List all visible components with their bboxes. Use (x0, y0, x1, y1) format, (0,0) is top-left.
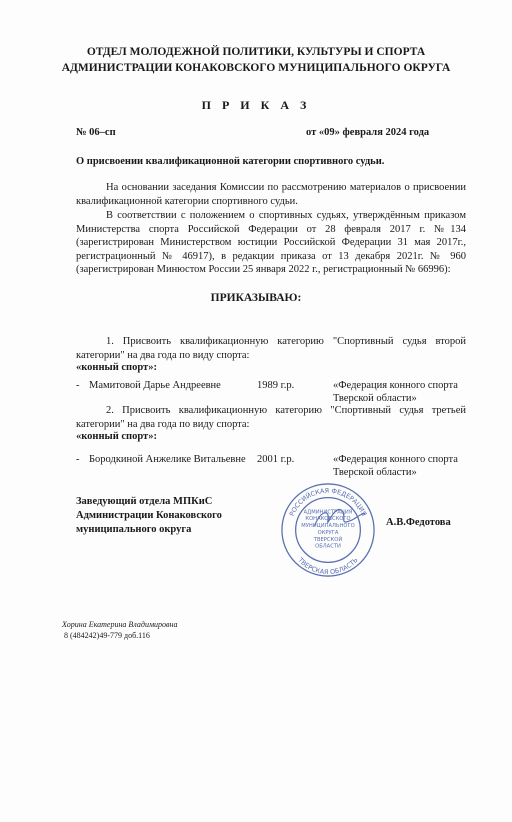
header-line-1: ОТДЕЛ МОЛОДЕЖНОЙ ПОЛИТИКИ, КУЛЬТУРЫ И СПОРТА (86, 46, 426, 58)
seal-center-line: АДМИНИСТРАЦИЯ (303, 509, 353, 516)
person-1-dash: - (76, 380, 80, 391)
seal-center-line: ОБЛАСТИ (315, 543, 341, 550)
person-1-year: 1989 г.р. (257, 380, 295, 391)
person-1-org-line-2: Тверской области» (333, 393, 417, 404)
official-seal (279, 481, 377, 579)
seal-outer-top-text: РОССИЙСКАЯ ФЕДЕРАЦИЯ (287, 486, 369, 518)
item-1: 1. Присвоить квалификационную категорию "Спортивный судья второй категории" на два года по виду спорта: (76, 336, 466, 361)
seal-center-line: ТВЕРСКОЙ (313, 536, 343, 543)
order-word: ПРИКАЗЫВАЮ: (210, 292, 302, 304)
person-1-name: Мамитовой Дарье Андреевне (89, 380, 221, 391)
person-1-org-line-1: «Федерация конного спорта (333, 380, 458, 391)
signer-position-line-2: Администрации Конаковского (76, 510, 222, 521)
executor-phone: 8 (484242)49-779 доб.116 (64, 631, 150, 640)
doc-subject: О присвоении квалификационной категории спортивного судьи. (76, 156, 385, 167)
paragraph-regulation: В соответствии с положением о спортивных судьях, утверждённым приказом Министерства спорта Российской Федерации от 28 февраля 2017 г. №134 (зарегистрирован Министерством юстиции Российской Федерации 31 мая 2017г., регистрационный № 46917), в редакции приказа от 13 декабря 2021г. № 960 (зарегистрирован Минюстом России 25 января 2022 г., регистрационный № 66996): (76, 210, 466, 275)
doc-date: от «09» февраля 2024 года (306, 127, 430, 138)
seal-center-line: КОНАКОВСКОГО (305, 516, 351, 523)
seal-center-line: ОКРУГА (317, 529, 339, 536)
executor-name: Хорина Екатерина Владимировна (62, 620, 178, 629)
sport-1: «конный спорт»: (76, 362, 157, 373)
doc-title: П Р И К А З (201, 98, 311, 112)
person-2-org-line-1: «Федерация конного спорта (333, 454, 458, 465)
signer-position-line-3: муниципального округа (76, 524, 192, 535)
doc-number: № 06–сп (76, 127, 116, 138)
person-2-year: 2001 г.р. (257, 454, 295, 465)
signer-position-line-1: Заведующий отдела МПКиС (76, 496, 213, 507)
person-2-dash: - (76, 454, 80, 465)
item-2: 2. Присвоить квалификационную категорию "Спортивный судья третьей категории" на два года по виду спорта: (76, 405, 466, 430)
seal-center-line: МУНИЦИПАЛЬНОГО (301, 523, 355, 530)
seal-outer-bottom-text: ТВЕРСКАЯ ОБЛАСТЬ (296, 556, 360, 577)
sport-2: «конный спорт»: (76, 431, 157, 442)
person-2-org-line-2: Тверской области» (333, 467, 417, 478)
person-2-name: Бородкиной Анжелике Витальевне (89, 454, 246, 465)
header-line-2: АДМИНИСТРАЦИИ КОНАКОВСКОГО МУНИЦИПАЛЬНОГО ОКРУГА (61, 62, 451, 74)
signer-name: А.В.Федотова (386, 517, 451, 528)
paragraph-basis: На основании заседания Комиссии по рассмотрению материалов о присвоении квалификационной категории спортивного судьи. (76, 182, 466, 207)
